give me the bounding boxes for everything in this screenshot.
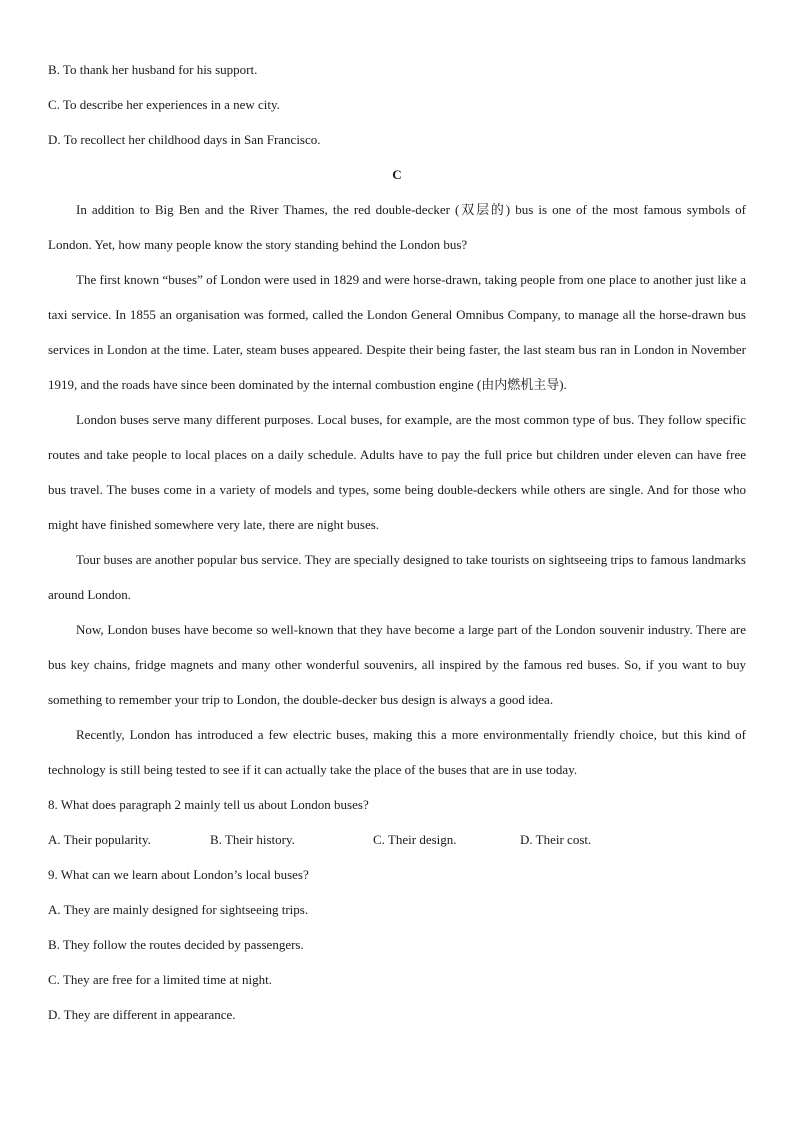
q8-option-c: C. Their design. [373,832,457,847]
passage-paragraph-1: In addition to Big Ben and the River Thames, the red double-decker (双层的) bus is one of the most famous symbols of London. Yet, how many people know the story standing behind the London bus? [48,202,746,252]
passage-paragraph-2: The first known “buses” of London were used in 1829 and were horse-drawn, taking people from one place to another just like a taxi service. In 1855 an organisation was formed, called the London General Omnibus Company, to manage all the horse-drawn bus services in London at the time. Later, steam buses appeared. Despite their being faster, the last steam bus ran in London in November 1919, and the roads have since been dominated by the internal combustion engine (由内燃机主导). [48,272,746,392]
page-content [48,52,746,1032]
q8-option-a: A. Their popularity. [48,832,151,847]
prev-option-b: B. To thank her husband for his support. [48,62,258,77]
q9-option-a: A. They are mainly designed for sightseeing trips. [48,902,309,917]
question-8: 8. What does paragraph 2 mainly tell us about London buses? [48,797,369,812]
q9-option-b: B. They follow the routes decided by passengers. [48,937,304,952]
q8-option-b: B. Their history. [210,832,295,847]
prev-option-d: D. To recollect her childhood days in San Francisco. [48,132,321,147]
passage-paragraph-6: Recently, London has introduced a few electric buses, making this a more environmentally friendly choice, but this kind of technology is still being tested to see if it can actually take the place of the buses that are in use today. [48,727,746,777]
q9-option-d: D. They are different in appearance. [48,1007,236,1022]
question-8-options [48,822,746,857]
question-9: 9. What can we learn about London’s local buses? [48,867,309,882]
q8-option-d: D. Their cost. [520,832,592,847]
prev-option-c: C. To describe her experiences in a new city. [48,97,280,112]
section-heading: C [392,167,402,182]
passage-paragraph-5: Now, London buses have become so well-known that they have become a large part of the London souvenir industry. There are bus key chains, fridge magnets and many other wonderful souvenirs, all inspired by the famous red buses. So, if you want to buy something to remember your trip to London, the double-decker bus design is always a good idea. [48,622,746,707]
passage-paragraph-3: London buses serve many different purposes. Local buses, for example, are the most common type of bus. They follow specific routes and take people to local places on a daily schedule. Adults have to pay the full price but children under eleven can have free bus travel. The buses come in a variety of models and types, some being double-deckers while others are single. And for those who might have finished somewhere very late, there are night buses. [48,412,746,532]
q9-option-c: C. They are free for a limited time at night. [48,972,272,987]
passage-paragraph-4: Tour buses are another popular bus service. They are specially designed to take tourists on sightseeing trips to famous landmarks around London. [48,552,746,602]
